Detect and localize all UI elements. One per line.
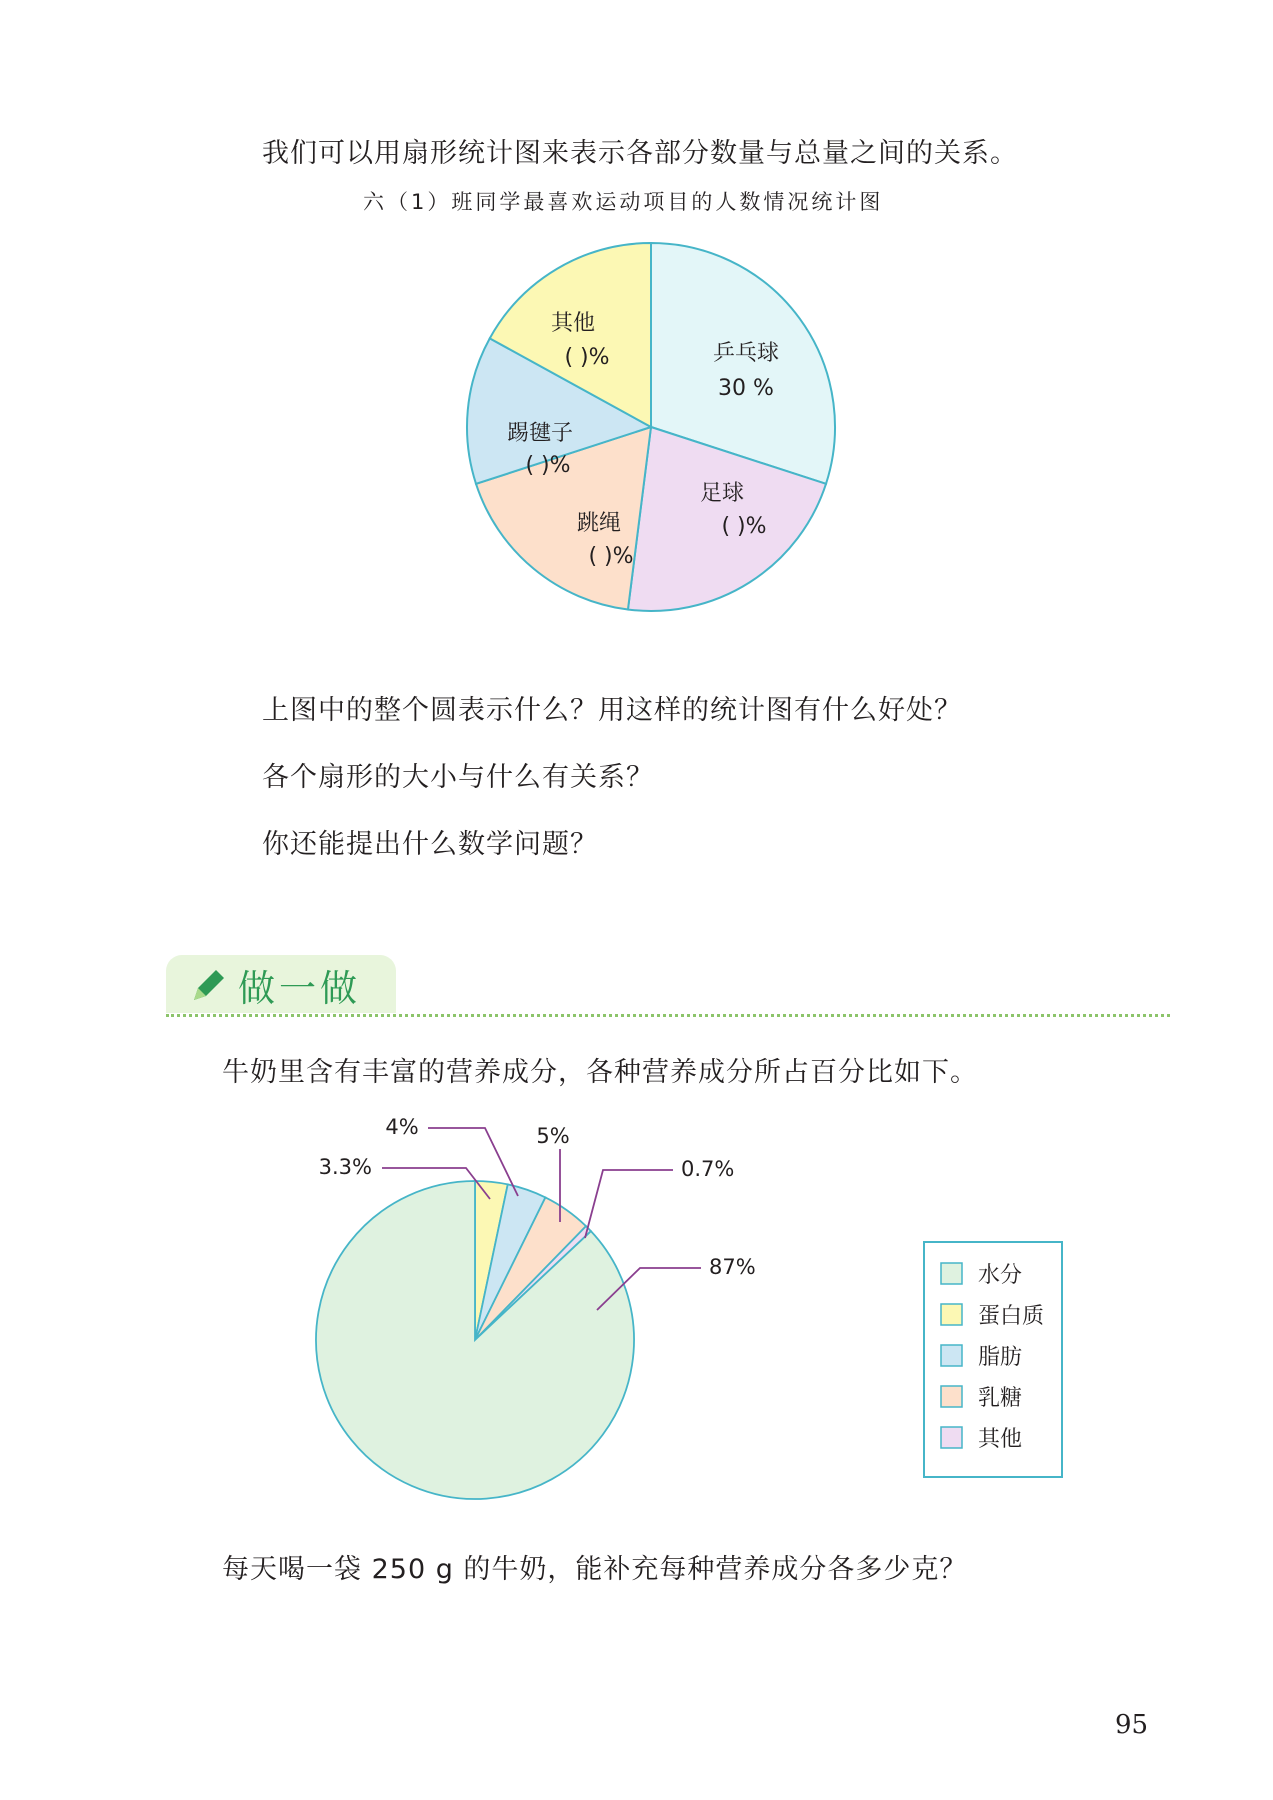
milk-value-label: 3.3% bbox=[318, 1155, 372, 1179]
legend-swatch bbox=[941, 1427, 962, 1448]
sports-slice-label: 踢毽子 bbox=[506, 421, 574, 446]
legend-label: 脂肪 bbox=[978, 1345, 1023, 1370]
sports-slice-value: 30 % bbox=[718, 376, 774, 401]
milk-value-label: 5% bbox=[536, 1124, 570, 1148]
legend-label: 水分 bbox=[978, 1263, 1023, 1288]
sports-slice-label: 足球 bbox=[699, 481, 745, 506]
legend-label: 乳糖 bbox=[978, 1386, 1023, 1411]
intro-text: 我们可以用扇形统计图来表示各部分数量与总量之间的关系。 bbox=[262, 138, 1018, 169]
sports-slice-value: ( )% bbox=[588, 544, 634, 569]
section-title: 做一做 bbox=[238, 967, 361, 1010]
question-1: 上图中的整个圆表示什么？用这样的统计图有什么好处？ bbox=[262, 695, 962, 726]
question-2: 各个扇形的大小与什么有关系？ bbox=[262, 762, 654, 793]
page-number: 95 bbox=[1115, 1710, 1149, 1740]
milk-value-label: 87% bbox=[709, 1255, 756, 1279]
sports-slice-value: ( )% bbox=[525, 453, 571, 478]
sports-slice-label: 跳绳 bbox=[576, 511, 622, 536]
milk-question-text: 每天喝一袋 250 g 的牛奶，能补充每种营养成分各多少克？ bbox=[222, 1554, 968, 1585]
milk-value-label: 0.7% bbox=[681, 1157, 735, 1181]
sports-chart-title: 六（1）班同学最喜欢运动项目的人数情况统计图 bbox=[363, 190, 884, 214]
legend-swatch bbox=[941, 1345, 962, 1366]
section-divider bbox=[166, 1014, 1170, 1017]
question-3: 你还能提出什么数学问题？ bbox=[262, 829, 598, 860]
legend-swatch bbox=[941, 1263, 962, 1284]
milk-leader-line bbox=[585, 1170, 673, 1238]
sports-slice-value: ( )% bbox=[564, 345, 610, 370]
legend-swatch bbox=[941, 1304, 962, 1325]
legend-swatch bbox=[941, 1386, 962, 1407]
sports-slice-value: ( )% bbox=[721, 514, 767, 539]
legend-label: 蛋白质 bbox=[978, 1304, 1045, 1329]
legend-label: 其他 bbox=[978, 1427, 1023, 1452]
milk-value-label: 4% bbox=[385, 1115, 419, 1139]
sports-slice-label: 乒乓球 bbox=[712, 341, 780, 366]
milk-intro-text: 牛奶里含有丰富的营养成分，各种营养成分所占百分比如下。 bbox=[222, 1057, 978, 1088]
pencil-icon bbox=[188, 966, 228, 1006]
sports-slice-label: 其他 bbox=[550, 311, 596, 336]
